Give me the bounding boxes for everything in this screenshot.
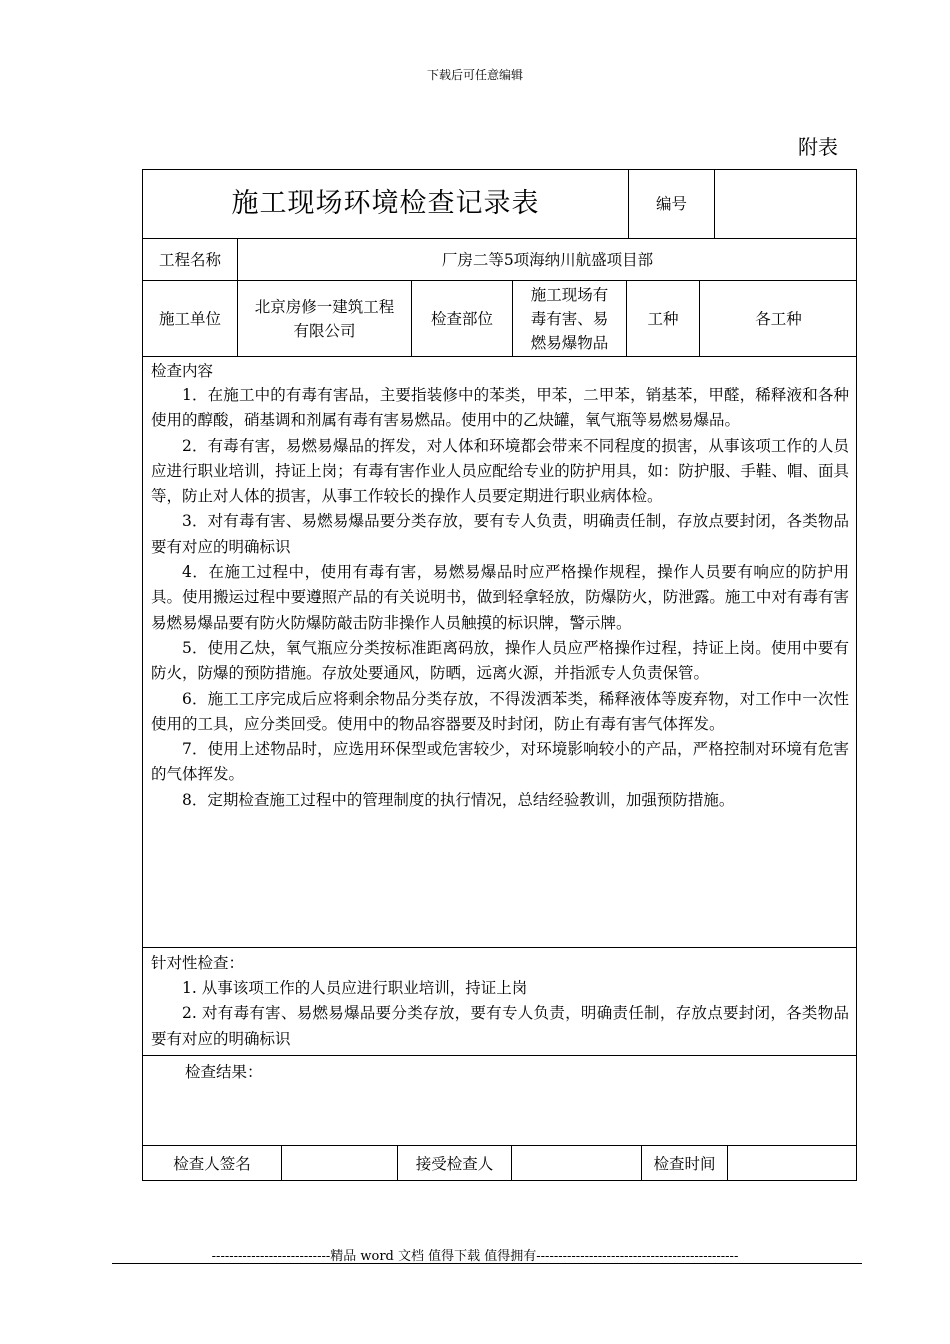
time-label: 检查时间 [641,1145,727,1181]
targeted-section [143,947,857,1055]
content-item: 2．有毒有害，易燃易爆品的挥发，对人体和环境都会带来不同程度的损害，从事该项工作的人员应进行职业培训，持证上岗；有毒有害作业人员应配给专业的防护用具，如：防护服、手鞋、帽、面具等，防止对人体的损害，从事工作较长的操作人员要定期进行职业病体检。 [151,436,849,506]
trade-value[interactable]: 各工种 [699,280,857,356]
receiver-value[interactable] [511,1145,641,1181]
content-item: 8．定期检查施工过程中的管理制度的执行情况，总结经验教训，加强预防措施。 [182,790,735,809]
result-section[interactable] [143,1055,857,1145]
project-value[interactable]: 厂房二等5项海纳川航盛项目部 [237,238,857,280]
receiver-label: 接受检查人 [397,1145,511,1181]
targeted-label: 针对性检查： [151,954,245,972]
header-note: 下载后可任意编辑 [426,68,523,82]
content-label: 检查内容 [151,362,214,380]
inspect-area-value[interactable]: 施工现场有毒有害、易燃易爆物品 [512,280,626,356]
inspect-area-label: 检查部位 [411,280,512,356]
content-section [143,356,857,947]
number-value[interactable] [714,170,857,238]
project-label: 工程名称 [143,238,237,280]
contractor-label: 施工单位 [143,280,237,356]
inspection-form [142,169,857,1181]
targeted-item: 2. 对有毒有害、易燃易爆品要分类存放，要有专人负责，明确责任制，存放点要封闭，各类物品要有对应的明确标识 [151,1004,849,1048]
content-item: 1．在施工中的有毒有害品，主要指装修中的苯类，甲苯，二甲苯，销基苯，甲醛，稀释液和各种使用的醇酸，硝基调和剂属有毒有害易燃品。使用中的乙炔罐，氧气瓶等易燃易爆品。 [151,386,849,430]
inspector-label: 检查人签名 [143,1145,281,1181]
content-item: 4．在施工过程中，使用有毒有害，易燃易爆品时应严格操作规程，操作人员要有响应的防护用具。使用搬运过程中要遵照产品的有关说明书，做到轻拿轻放，防爆防火，防泄露。施工中对有毒有害易燃易爆品要有防火防爆防敲击防非操作人员触摸的标识牌，警示牌。 [151,563,849,632]
targeted-item: 1. 从事该项工作的人员应进行职业培训，持证上岗 [182,979,528,997]
time-value[interactable] [727,1145,857,1181]
content-item: 3．对有毒有害、易燃易爆品要分类存放，要有专人负责，明确责任制，存放点要封闭，各类物品要有对应的明确标识 [151,512,849,556]
footer-text: ---------------------------精品 word 文档 值得下载 值得拥有---------------------------------------------- [211,1249,739,1264]
content-item: 7．使用上述物品时，应选用环保型或危害较少，对环境影响较小的产品，严格控制对环境有危害的气体挥发。 [151,740,849,784]
content-item: 6．施工工序完成后应将剩余物品分类存放，不得泼洒苯类，稀释液体等废弃物，对工作中一次性使用的工具，应分类回受。使用中的物品容器要及时封闭，防止有毒有害气体挥发。 [151,689,849,733]
content-item: 5．使用乙炔，氧气瓶应分类按标准距离码放，操作人员应严格操作过程，持证上岗。使用中要有防火，防爆的预防措施。存放处要通风，防晒，远离火源，并指派专人负责保管。 [151,638,849,683]
contractor-value[interactable]: 北京房修一建筑工程有限公司 [237,280,411,356]
form-title: 施工现场环境检查记录表 [231,188,540,219]
number-label: 编号 [628,170,714,238]
footer-rule [112,1263,862,1264]
appendix-label: 附表 [798,135,838,159]
result-label: 检查结果： [185,1063,263,1081]
inspector-value[interactable] [281,1145,397,1181]
trade-label: 工种 [626,280,699,356]
